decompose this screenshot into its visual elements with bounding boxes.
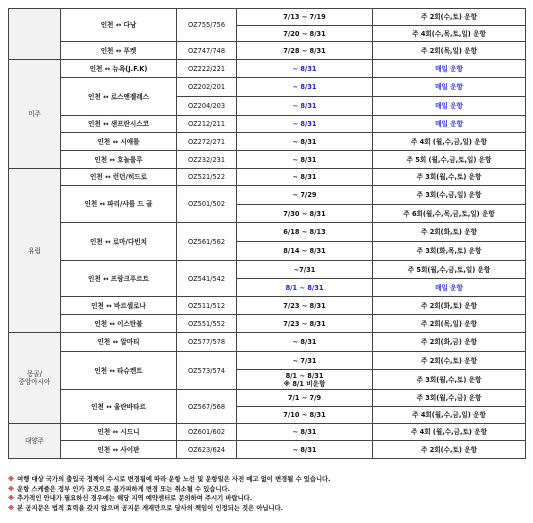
note-item [8, 494, 528, 504]
period-cell: ~ 7/29 [237, 186, 373, 205]
route-cell: 인천 ↔ 호놀룰루 [61, 151, 177, 169]
period-cell [237, 370, 373, 390]
flight-number: OZ561/562 [177, 223, 237, 261]
table-row [9, 223, 526, 242]
flight-number: OZ212/211 [177, 116, 237, 133]
route-cell: 인천 ↔ 다낭 [61, 9, 177, 42]
flight-schedule-table [8, 8, 526, 459]
period-cell: ~ 8/31 [237, 97, 373, 116]
period-cell: 8/14 ~ 8/31 [237, 242, 373, 261]
table-row [9, 186, 526, 205]
route-cell: 인천 ↔ 타슈켄트 [61, 352, 177, 390]
table-row [9, 297, 526, 315]
period-cell: 7/30 ~ 8/31 [237, 205, 373, 223]
schedule-cell: 주 3회(화,목,토) 운항 [373, 242, 526, 261]
region-label-line1: 몽골/ [27, 370, 42, 378]
period-range: 8/1 ~ 8/31 [285, 371, 324, 380]
schedule-cell: 주 2회(수,토) 운항 [373, 352, 526, 370]
route-cell: 인천 ↔ 시애틀 [61, 133, 177, 151]
route-cell: 인천 ↔ 샌프란시스코 [61, 116, 177, 133]
schedule-cell: 매일 운항 [373, 78, 526, 97]
note-item [8, 475, 528, 485]
region-europe: 유럽 [9, 169, 61, 333]
region-oceania: 대양주 [9, 424, 61, 459]
period-cell: 7/28 ~ 8/31 [237, 42, 373, 60]
region-mongolia-central-asia [9, 333, 61, 424]
schedule-cell: 주 2회(목,일) 운항 [373, 315, 526, 333]
flight-number: OZ204/203 [177, 97, 237, 116]
schedule-cell: 주 2회(화,금) 운항 [373, 333, 526, 352]
flight-number: OZ755/756 [177, 9, 237, 42]
route-cell: 인천 ↔ 푸켓 [61, 42, 177, 60]
flight-number: OZ541/542 [177, 261, 237, 297]
route-cell: 인천 ↔ 이스탄불 [61, 315, 177, 333]
schedule-cell: 주 3회(월,수,금) 운항 [373, 390, 526, 407]
table-row [9, 390, 526, 407]
note-text: 여행 대상 국가의 출입국 정책이 수시로 변경됨에 따라 운항 노선 및 운항일은 사전 예고 없이 변경될 수 있습니다. [17, 476, 331, 483]
schedule-cell: 주 4회(월,수,금,일) 운항 [373, 407, 526, 424]
schedule-cell: 매일 운항 [373, 97, 526, 116]
period-exception: ※ 8/1 비운항 [283, 379, 326, 388]
note-text: 본 공지문은 법적 효력을 갖지 않으며 공지문 게재만으로 당사의 책임이 인정되는 것은 아닙니다. [17, 504, 284, 512]
period-cell: ~ 8/31 [237, 133, 373, 151]
period-cell: 7/10 ~ 8/31 [237, 407, 373, 424]
period-cell: ~ 8/31 [237, 151, 373, 169]
route-cell: 인천 ↔ 런던/히드로 [61, 169, 177, 186]
period-cell: ~ 8/31 [237, 169, 373, 186]
note-item [8, 504, 528, 514]
schedule-cell: 주 4회 (월,수,금,일) 운항 [373, 133, 526, 151]
route-cell: 인천 ↔ 알마티 [61, 333, 177, 352]
period-cell: 7/20 ~ 8/31 [237, 26, 373, 42]
schedule-cell: 주 5회(월,수,금,토,일) 운항 [373, 261, 526, 279]
table-row [9, 116, 526, 133]
period-cell: 7/13 ~ 7/19 [237, 9, 373, 26]
table-row [9, 333, 526, 352]
note-marker: ※ [8, 504, 15, 512]
flight-number: OZ747/748 [177, 42, 237, 60]
route-cell: 인천 ↔ 뉴욕(J.F.K) [61, 60, 177, 78]
schedule-cell: 주 3회(수,금,일) 운항 [373, 186, 526, 205]
schedule-cell: 매일 운항 [373, 279, 526, 297]
table-row [9, 441, 526, 459]
period-cell: ~ 8/31 [237, 60, 373, 78]
table-row [9, 261, 526, 279]
schedule-cell: 매일 운항 [373, 116, 526, 133]
region-cell [9, 9, 61, 60]
flight-number: OZ232/231 [177, 151, 237, 169]
schedule-cell: 주 4회(수,목,토,일) 운항 [373, 26, 526, 42]
period-cell: ~ 8/31 [237, 424, 373, 441]
period-cell: ~ 7/31 [237, 352, 373, 370]
route-cell: 인천 ↔ 사이판 [61, 441, 177, 459]
route-cell: 인천 ↔ 울란바타르 [61, 390, 177, 424]
route-cell: 인천 ↔ 프랑크푸르트 [61, 261, 177, 297]
table-row [9, 133, 526, 151]
period-cell: 6/18 ~ 8/13 [237, 223, 373, 242]
note-item [8, 485, 528, 495]
region-americas: 미주 [9, 60, 61, 169]
note-text: 운항 스케줄은 정부 인가 조건으로 불가피하게 변경 또는 취소될 수 있습니다. [17, 485, 231, 493]
route-cell: 인천 ↔ 바르셀로나 [61, 297, 177, 315]
table-row [9, 352, 526, 370]
flight-number: OZ511/512 [177, 297, 237, 315]
region-label-line2: 중앙아시아 [18, 378, 51, 386]
table-row [9, 169, 526, 186]
table-row [9, 9, 526, 26]
flight-number: OZ272/271 [177, 133, 237, 151]
flight-number: OZ577/578 [177, 333, 237, 352]
schedule-cell: 주 2회(화,토) 운항 [373, 297, 526, 315]
period-cell: ~ 8/31 [237, 116, 373, 133]
route-cell: 인천 ↔ 파리/샤를 드 골 [61, 186, 177, 223]
route-cell: 인천 ↔ 로마/다빈치 [61, 223, 177, 261]
table-row [9, 315, 526, 333]
flight-number: OZ521/522 [177, 169, 237, 186]
schedule-cell: 주 6회(월,수,목,금,토,일) 운항 [373, 205, 526, 223]
schedule-cell: 주 3회(월,수,토) 운항 [373, 169, 526, 186]
period-cell: ~ 8/31 [237, 441, 373, 459]
period-cell: 7/1 ~ 7/9 [237, 390, 373, 407]
flight-number: OZ551/552 [177, 315, 237, 333]
flight-number: OZ202/201 [177, 78, 237, 97]
schedule-cell: 주 5회 (월,수,금,토,일) 운항 [373, 151, 526, 169]
period-cell: 7/23 ~ 8/31 [237, 315, 373, 333]
table-row [9, 60, 526, 78]
note-text: 추가적인 안내가 필요하신 경우에는 해당 지역 예약센터로 문의하여 주시기 바랍니다. [17, 495, 253, 502]
period-cell: ~7/31 [237, 261, 373, 279]
period-cell: ~ 8/31 [237, 78, 373, 97]
table-row [9, 42, 526, 60]
flight-number: OZ501/502 [177, 186, 237, 223]
route-cell: 인천 ↔ 시드니 [61, 424, 177, 441]
flight-number: OZ222/221 [177, 60, 237, 78]
schedule-cell: 매일 운항 [373, 60, 526, 78]
period-cell: ~ 8/31 [237, 333, 373, 352]
table-row [9, 78, 526, 97]
flight-number: OZ623/624 [177, 441, 237, 459]
flight-number: OZ573/574 [177, 352, 237, 390]
flight-number: OZ601/602 [177, 424, 237, 441]
table-row [9, 424, 526, 441]
schedule-cell: 주 3회(월,수,토) 운항 [373, 370, 526, 390]
note-marker: ※ [8, 476, 15, 483]
notes-section [8, 475, 528, 513]
note-marker: ※ [8, 485, 15, 493]
schedule-cell: 주 2회(수,토) 운항 [373, 9, 526, 26]
period-cell: 8/1 ~ 8/31 [237, 279, 373, 297]
schedule-cell: 주 2회(수,토) 운항 [373, 441, 526, 459]
schedule-cell: 주 2회(목,일) 운항 [373, 42, 526, 60]
flight-number: OZ567/568 [177, 390, 237, 424]
schedule-cell: 주 4회 (월,수,금,토) 운항 [373, 424, 526, 441]
schedule-cell: 주 2회(화,토) 운항 [373, 223, 526, 242]
route-cell: 인천 ↔ 로스앤젤레스 [61, 78, 177, 116]
table-row [9, 151, 526, 169]
note-marker: ※ [8, 495, 15, 502]
period-cell: 7/23 ~ 8/31 [237, 297, 373, 315]
